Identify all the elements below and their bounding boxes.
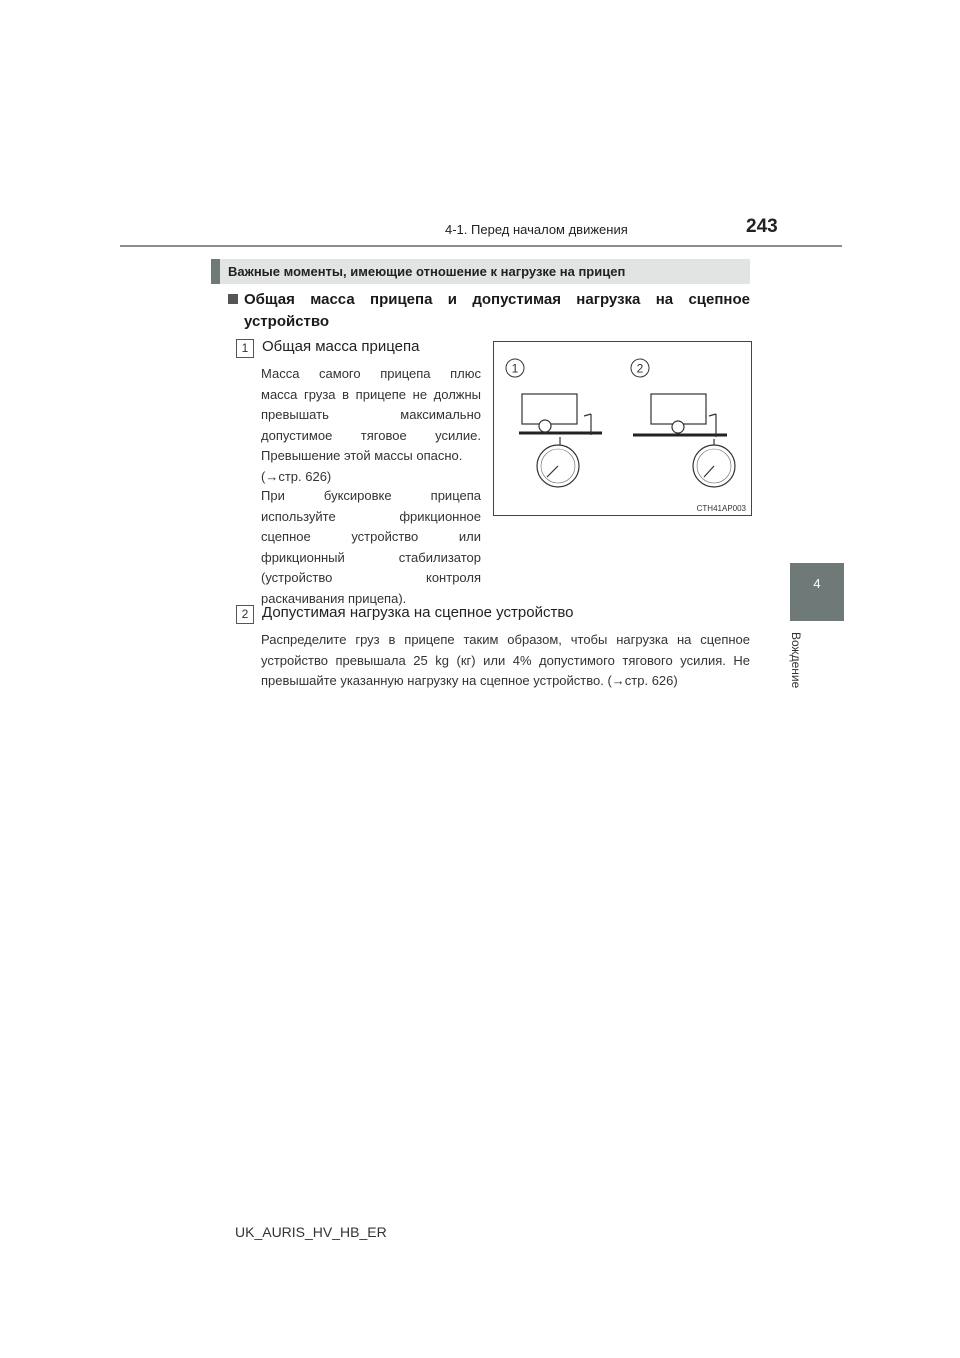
text-line: допустимое тяговое усилие. bbox=[261, 427, 481, 443]
text-line: сцепное устройство или bbox=[261, 529, 481, 544]
text-line: раскачивания прицепа). bbox=[261, 590, 407, 606]
page-number: 243 bbox=[746, 216, 778, 237]
item-number-1: 1 bbox=[236, 339, 254, 358]
trailer-scale-illustration bbox=[494, 342, 751, 515]
trailer-2 bbox=[633, 394, 735, 487]
text-line: превышать максимально bbox=[261, 407, 481, 422]
item-number-2: 2 bbox=[236, 605, 254, 624]
text-line: Превышение этой массы опасно. bbox=[261, 448, 463, 463]
text-line: Распределите груз в прицепе таким образом, чтобы нагрузка на сцепное bbox=[261, 632, 750, 647]
text-line: устройство превышала 25 kg (кг) или 4% допустимого тягового усилия. Не bbox=[261, 652, 750, 668]
trailer-1 bbox=[519, 394, 602, 487]
text-line: используйте фрикционное bbox=[261, 508, 481, 524]
text-line: При буксировке прицепа bbox=[261, 488, 481, 503]
hitch-weight-figure bbox=[493, 341, 752, 516]
chapter-tab bbox=[790, 563, 844, 621]
document-code: UK_AURIS_HV_HB_ER bbox=[235, 1224, 387, 1240]
section-title: 4-1. Перед началом движения bbox=[445, 222, 628, 237]
text-line: превышайте указанную нагрузку на сцепное устройство. (→стр. 626) bbox=[261, 673, 678, 688]
item-title-2: Допустимая нагрузка на сцепное устройство bbox=[262, 604, 574, 621]
item-2-description bbox=[261, 630, 750, 692]
chapter-number: 4 bbox=[813, 576, 821, 591]
item-1-note bbox=[261, 486, 481, 609]
text-line: фрикционный стабилизатор bbox=[261, 549, 481, 565]
section-heading: Общая масса прицепа и допустимая нагрузка на сцепное устройство bbox=[244, 291, 750, 330]
chapter-label bbox=[783, 632, 813, 702]
banner-title: Важные моменты, имеющие отношение к нагрузке на прицеп bbox=[228, 264, 626, 279]
figure-code: CTH41AP003 bbox=[696, 504, 746, 513]
page-reference: (→стр. 626) bbox=[261, 468, 332, 484]
item-title-1: Общая масса прицепа bbox=[262, 338, 420, 355]
square-bullet-icon bbox=[228, 294, 238, 304]
banner-accent bbox=[211, 259, 220, 284]
text-line: Масса самого прицепа плюс bbox=[261, 366, 481, 381]
text-line: масса груза в прицепе не должны bbox=[261, 386, 481, 402]
header-divider bbox=[120, 245, 842, 247]
figure-marker-1-label: 1 bbox=[511, 361, 519, 376]
chapter-label-text: Вождение bbox=[789, 632, 803, 689]
item-1-description bbox=[261, 364, 481, 487]
figure-marker-2-label: 2 bbox=[636, 361, 644, 376]
text-line: (устройство контроля bbox=[261, 570, 481, 585]
